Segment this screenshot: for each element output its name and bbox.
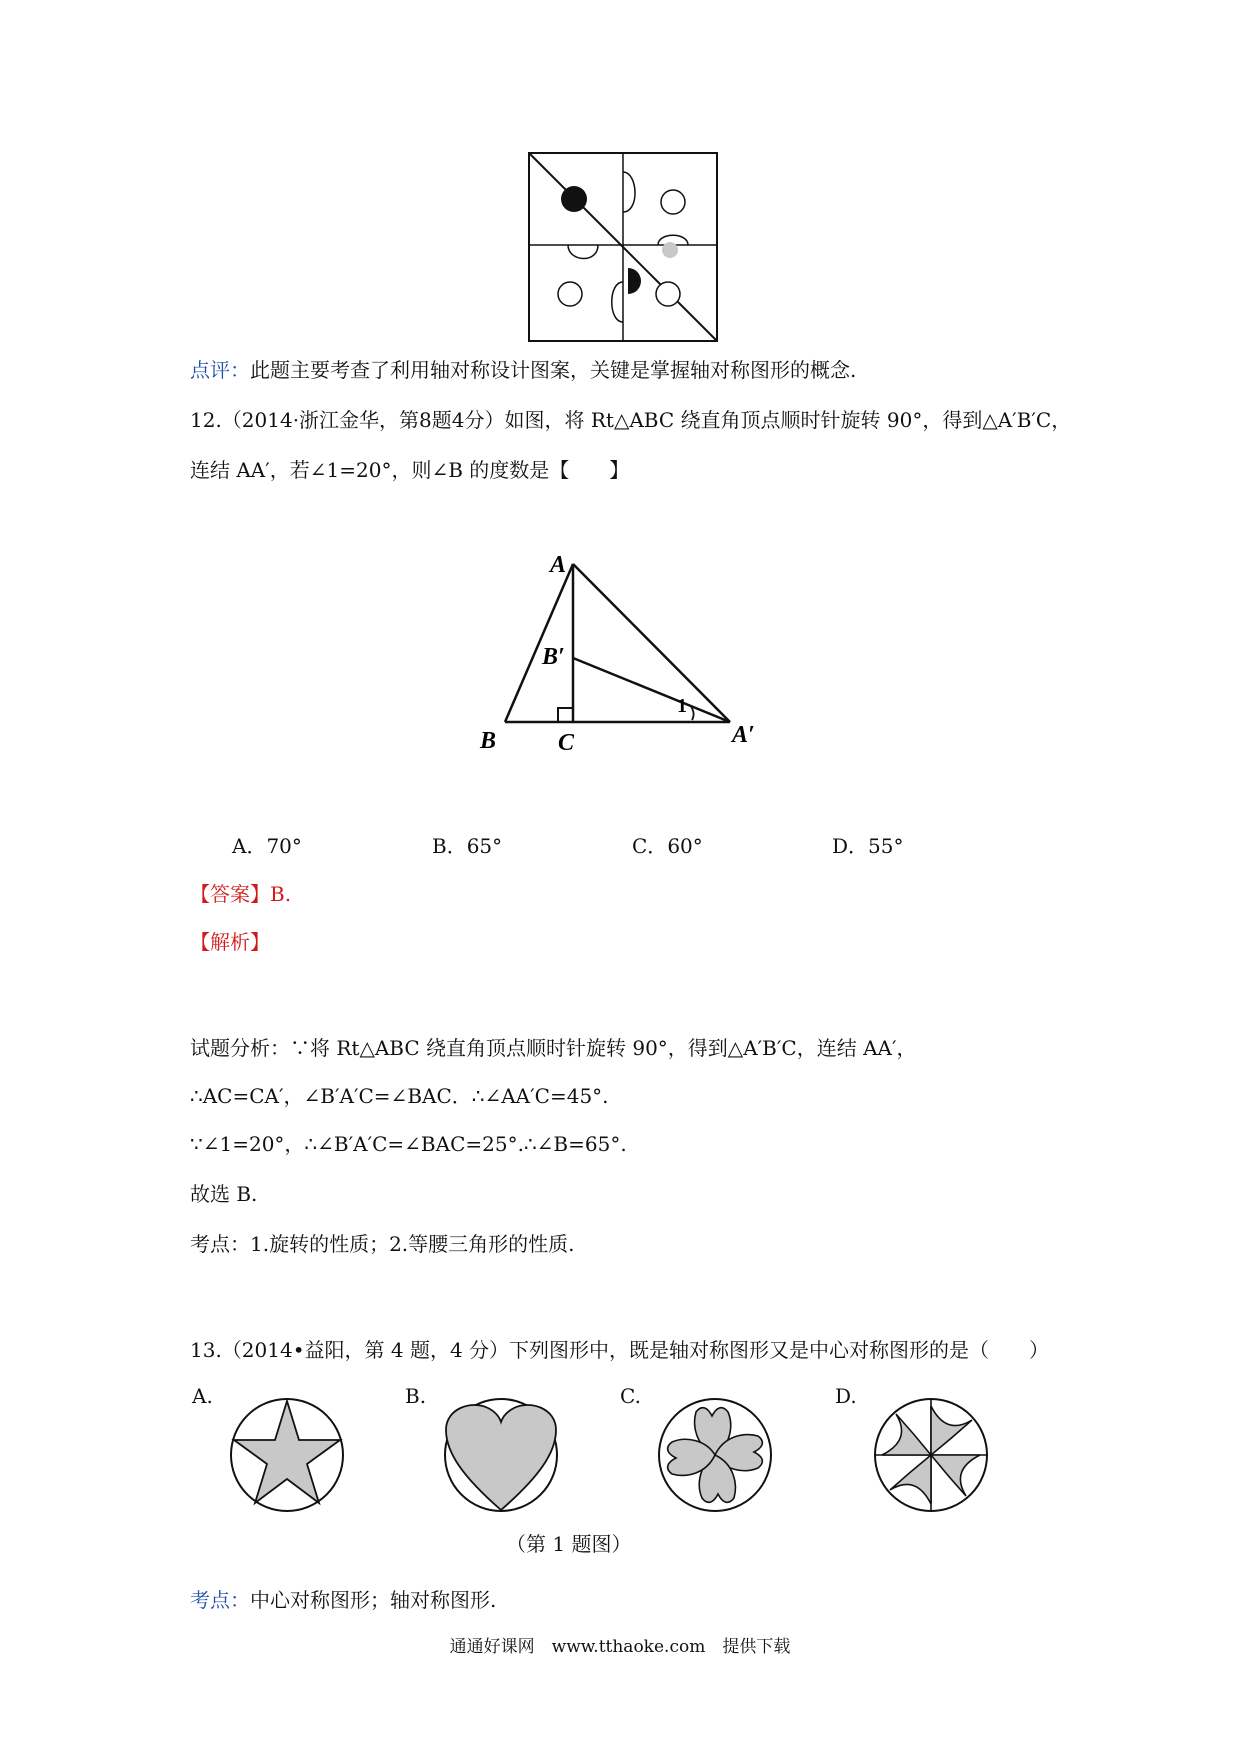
analysis-line-1: 试题分析：∵将 Rt△ABC 绕直角顶点顺时针旋转 90°，得到△A′B′C，连结 AA′，: [190, 1036, 917, 1060]
q13-letter-a: A.: [192, 1384, 213, 1408]
analysis-line-3: ∵∠1=20°，∴∠B′A′C=∠BAC=25°.∴∠B=65°.: [190, 1132, 627, 1156]
label-A-prime: A′: [732, 722, 755, 748]
q13-kaodian-label: 考点：: [190, 1588, 250, 1612]
page-footer: 通通好课网 www.tthaoke.com 提供下载: [449, 1637, 791, 1657]
label-C: C: [558, 730, 575, 756]
analysis-line-5: 考点：1.旋转的性质；2.等腰三角形的性质.: [190, 1232, 575, 1256]
option-a: A．70°: [232, 834, 302, 858]
answer-line: [190, 880, 291, 908]
puzzle-figure: [528, 152, 718, 342]
label-B: B: [480, 728, 497, 754]
label-B-prime: B′: [542, 644, 565, 670]
q13-kaodian-text: 中心对称图形；轴对称图形.: [250, 1588, 497, 1612]
q13-stem: 13.（2014•益阳，第 4 题，4 分）下列图形中，既是轴对称图形又是中心对称图形的是（ ）: [190, 1338, 1050, 1362]
label-angle-1: 1: [677, 695, 687, 717]
review-label: 点评：: [190, 358, 250, 382]
triangle-figure: [470, 548, 770, 758]
review-line: [190, 356, 856, 384]
analysis-line-4: 故选 B.: [190, 1182, 258, 1206]
q13-kaodian-line: [190, 1586, 496, 1614]
q13-letter-b: B.: [405, 1384, 427, 1408]
option-b: B．65°: [432, 834, 503, 858]
analysis-line-2: ∴AC=CA′，∠B′A′C=∠BAC．∴∠AA′C=45°.: [190, 1084, 609, 1108]
clover-in-circle-figure: [656, 1396, 774, 1514]
q13-letter-c: C.: [620, 1384, 641, 1408]
pinwheel-in-circle-figure: [872, 1396, 990, 1514]
label-A: A: [550, 552, 567, 578]
analysis-label: 【解析】: [190, 930, 270, 954]
answer-label: 【答案】: [190, 882, 270, 906]
q12-stem-line-1: 12.（2014·浙江金华，第8题4分）如图，将 Rt△ABC 绕直角顶点顺时针旋转 90°，得到△A′B′C，: [190, 408, 1072, 432]
heart-in-circle-figure: [442, 1396, 560, 1514]
q13-caption: （第 1 题图）: [506, 1532, 632, 1556]
star-in-circle-figure: [228, 1396, 346, 1514]
review-text: 此题主要考查了利用轴对称设计图案，关键是掌握轴对称图形的概念.: [250, 358, 857, 382]
option-d: D．55°: [832, 834, 904, 858]
answer-value: B.: [270, 882, 292, 906]
q12-stem-line-2: 连结 AA′，若∠1=20°，则∠B 的度数是【 】: [190, 458, 630, 482]
q13-letter-d: D.: [835, 1384, 857, 1408]
option-c: C．60°: [632, 834, 703, 858]
